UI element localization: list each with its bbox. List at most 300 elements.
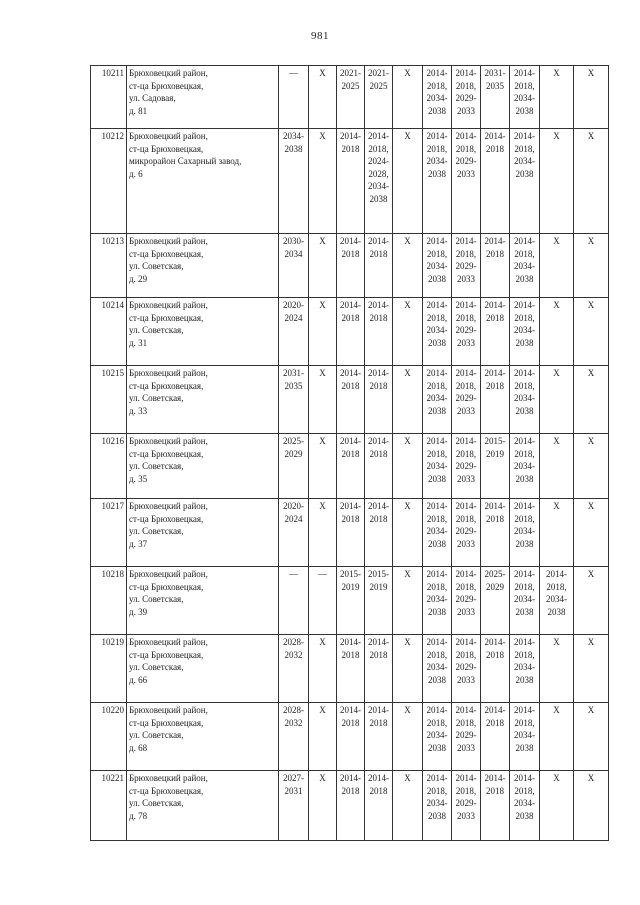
- period-line: 2031-: [484, 68, 506, 78]
- period-line: 2014-: [484, 637, 506, 647]
- address-line: ст-ца Брюховецкая,: [129, 380, 204, 391]
- period-line: 2038: [369, 193, 388, 204]
- period-line: 2014-: [426, 637, 448, 647]
- address-line: д. 66: [129, 674, 148, 685]
- period-cell: [337, 234, 365, 298]
- period-line: 2018: [486, 649, 504, 660]
- period-line: 2033: [457, 674, 475, 685]
- address-line: ст-ца Брюховецкая,: [129, 248, 204, 259]
- period-line: 2018: [369, 649, 388, 660]
- address-line: ул. Советская,: [129, 798, 184, 808]
- period-line: 2014-: [455, 501, 477, 511]
- period-cell: [279, 635, 309, 703]
- period-line: 2034-: [514, 325, 535, 335]
- address-line: ул. Советская,: [129, 325, 184, 335]
- period-line: 2014-: [340, 436, 361, 446]
- period-line: 2014-: [514, 368, 535, 378]
- period-cell: [423, 567, 452, 635]
- period-line: 2014-: [368, 501, 389, 511]
- period-cell: [423, 298, 452, 366]
- period-line: 2014-: [368, 131, 389, 141]
- period-line: 2014-: [340, 300, 361, 310]
- address-line: Брюховецкий район,: [129, 368, 208, 378]
- period-line: X: [553, 368, 560, 378]
- period-line: X: [553, 300, 560, 310]
- period-cell: [481, 129, 510, 234]
- period-line: 2014-: [340, 131, 361, 141]
- period-line: X: [404, 68, 411, 78]
- period-cell: [337, 635, 365, 703]
- address-line: ул. Советская,: [129, 730, 184, 740]
- period-line: 2038: [284, 143, 303, 154]
- period-cell: [309, 66, 337, 129]
- period-line: 2038: [428, 606, 446, 617]
- period-line: 2025-: [283, 436, 304, 446]
- period-line: 2018: [369, 380, 388, 391]
- period-line: 2034-: [514, 594, 535, 604]
- period-cell: [309, 703, 337, 771]
- period-line: 2014-: [368, 705, 389, 715]
- address-line: микрорайон Сахарный завод,: [129, 156, 242, 166]
- period-line: 2018: [341, 785, 360, 796]
- period-line: 2024-: [368, 156, 389, 166]
- period-line: 2020-: [283, 300, 304, 310]
- period-line: 2029-: [455, 325, 477, 335]
- period-cell: [423, 234, 452, 298]
- address-line: Брюховецкий район,: [129, 705, 208, 715]
- period-line: 2018,: [368, 143, 389, 154]
- record-id: 10219: [91, 635, 127, 703]
- period-cell: [365, 434, 393, 499]
- period-line: 2014-: [340, 773, 361, 783]
- period-cell: [337, 703, 365, 771]
- period-line: 2028-: [283, 637, 304, 647]
- period-cell: [452, 771, 481, 841]
- period-line: X: [587, 131, 595, 141]
- period-cell: [337, 499, 365, 567]
- period-line: 2018,: [426, 581, 448, 592]
- period-cell: [393, 635, 423, 703]
- period-line: 2038: [515, 538, 534, 549]
- period-line: X: [319, 236, 326, 246]
- period-line: 2033: [457, 742, 475, 753]
- period-cell: [510, 366, 540, 434]
- period-line: 2034-: [426, 662, 448, 672]
- period-cell: [510, 635, 540, 703]
- table-row: [91, 499, 609, 567]
- period-line: 2038: [428, 742, 446, 753]
- period-line: 2018: [341, 248, 360, 259]
- period-line: X: [319, 368, 326, 378]
- period-cell: [481, 298, 510, 366]
- address-line: ул. Советская,: [129, 393, 184, 403]
- period-cell: [510, 129, 540, 234]
- period-line: X: [587, 569, 595, 579]
- period-cell: [365, 703, 393, 771]
- address-line: Брюховецкий район,: [129, 569, 208, 579]
- period-line: —: [318, 569, 327, 579]
- table-row: [91, 434, 609, 499]
- period-line: 2014-: [514, 637, 535, 647]
- period-cell: [365, 366, 393, 434]
- period-line: 2028,: [368, 168, 389, 179]
- period-cell: [452, 66, 481, 129]
- table-row: [91, 234, 609, 298]
- address-line: д. 78: [129, 810, 148, 821]
- period-line: X: [553, 131, 560, 141]
- period-line: 2018: [369, 785, 388, 796]
- period-cell: [540, 567, 574, 635]
- period-line: 2014-: [514, 501, 535, 511]
- period-cell: [393, 298, 423, 366]
- period-cell: [393, 703, 423, 771]
- period-line: 2034-: [514, 461, 535, 471]
- record-id: 10213: [91, 234, 127, 298]
- address-line: д. 33: [129, 405, 148, 416]
- period-line: 2014-: [426, 131, 448, 141]
- period-line: X: [587, 368, 595, 378]
- period-cell: [393, 129, 423, 234]
- period-cell: [365, 66, 393, 129]
- period-cell: [452, 703, 481, 771]
- period-line: 2014-: [426, 705, 448, 715]
- period-line: 2018,: [426, 248, 448, 259]
- address-line: д. 6: [129, 168, 143, 179]
- period-cell: [393, 499, 423, 567]
- period-line: 2024: [284, 513, 303, 524]
- period-line: 2014-: [426, 236, 448, 246]
- period-line: X: [553, 436, 560, 446]
- period-line: 2029: [486, 581, 504, 592]
- period-line: 2014-: [514, 773, 535, 783]
- period-cell: [365, 567, 393, 635]
- period-line: 2029-: [455, 261, 477, 271]
- period-line: 2014-: [514, 131, 535, 141]
- period-line: 2033: [457, 810, 475, 821]
- period-cell: [510, 703, 540, 771]
- period-line: X: [587, 501, 595, 511]
- table-row: [91, 66, 609, 129]
- address-line: Брюховецкий район,: [129, 773, 208, 783]
- period-line: 2014-: [426, 368, 448, 378]
- period-line: X: [319, 773, 326, 783]
- period-cell: [574, 499, 609, 567]
- period-cell: [574, 129, 609, 234]
- period-cell: [452, 129, 481, 234]
- period-line: 2038: [428, 538, 446, 549]
- period-line: 2018,: [455, 143, 477, 154]
- period-cell: [540, 66, 574, 129]
- table-row: [91, 298, 609, 366]
- period-cell: [452, 635, 481, 703]
- period-cell: [393, 66, 423, 129]
- address-line: ст-ца Брюховецкая,: [129, 80, 204, 91]
- period-cell: [423, 771, 452, 841]
- period-line: 2018,: [455, 312, 477, 323]
- period-cell: [452, 434, 481, 499]
- period-cell: [423, 635, 452, 703]
- period-cell: [309, 366, 337, 434]
- address-line: Брюховецкий район,: [129, 501, 208, 511]
- period-cell: [309, 129, 337, 234]
- period-line: X: [553, 773, 560, 783]
- period-line: 2014-: [340, 637, 361, 647]
- period-line: X: [404, 131, 411, 141]
- period-line: 2018: [341, 717, 360, 728]
- address-line: Брюховецкий район,: [129, 236, 208, 246]
- period-line: 2035: [284, 380, 303, 391]
- record-id: 10221: [91, 771, 127, 841]
- period-line: 2034-: [514, 393, 535, 403]
- period-line: 2018,: [455, 649, 477, 660]
- period-cell: [309, 771, 337, 841]
- period-line: 2024: [284, 312, 303, 323]
- period-cell: [452, 234, 481, 298]
- period-line: 2014-: [514, 68, 535, 78]
- period-line: 2038: [428, 273, 446, 284]
- period-line: 2038: [515, 473, 534, 484]
- period-line: 2014-: [455, 236, 477, 246]
- address-line: Брюховецкий район,: [129, 637, 208, 647]
- period-line: 2032: [284, 717, 303, 728]
- period-cell: [452, 366, 481, 434]
- period-line: X: [587, 705, 595, 715]
- period-line: 2018,: [426, 380, 448, 391]
- period-line: 2014-: [368, 436, 389, 446]
- period-line: 2014-: [426, 501, 448, 511]
- period-line: 2018,: [426, 785, 448, 796]
- period-cell: [574, 298, 609, 366]
- record-id: 10218: [91, 567, 127, 635]
- period-line: 2034-: [426, 730, 448, 740]
- period-cell: [365, 635, 393, 703]
- period-line: 2019: [486, 448, 504, 459]
- period-line: 2018: [369, 717, 388, 728]
- period-cell: [510, 298, 540, 366]
- period-line: 2034-: [426, 461, 448, 471]
- period-line: 2038: [428, 674, 446, 685]
- period-line: 2018,: [514, 581, 535, 592]
- period-line: 2019: [341, 581, 360, 592]
- period-line: 2018,: [546, 581, 567, 592]
- period-cell: [279, 499, 309, 567]
- address-line: ст-ца Брюховецкая,: [129, 312, 204, 323]
- period-line: 2018,: [514, 80, 535, 91]
- period-line: 2034-: [426, 93, 448, 103]
- period-line: 2014-: [426, 773, 448, 783]
- period-line: 2034-: [514, 93, 535, 103]
- period-cell: [393, 366, 423, 434]
- period-line: 2015-: [340, 569, 361, 579]
- period-cell: [574, 703, 609, 771]
- period-cell: [540, 298, 574, 366]
- period-line: 2018,: [455, 513, 477, 524]
- period-cell: [540, 434, 574, 499]
- table-row: [91, 366, 609, 434]
- period-line: 2031-: [283, 368, 304, 378]
- address-line: ул. Советская,: [129, 461, 184, 471]
- period-line: 2018,: [514, 649, 535, 660]
- period-line: 2018: [341, 143, 360, 154]
- period-line: 2014-: [484, 131, 506, 141]
- period-cell: [540, 635, 574, 703]
- period-line: 2014-: [426, 68, 448, 78]
- period-cell: [337, 129, 365, 234]
- period-line: 2018,: [514, 380, 535, 391]
- period-cell: [574, 66, 609, 129]
- table-row: [91, 635, 609, 703]
- period-line: 2014-: [484, 368, 506, 378]
- period-line: 2018,: [514, 143, 535, 154]
- period-line: 2018: [369, 312, 388, 323]
- period-cell: [510, 499, 540, 567]
- period-line: 2014-: [484, 501, 506, 511]
- period-line: 2014-: [426, 436, 448, 446]
- period-cell: [574, 234, 609, 298]
- period-line: X: [553, 236, 560, 246]
- period-line: 2018: [486, 143, 504, 154]
- period-line: —: [289, 569, 298, 579]
- address-line: ул. Советская,: [129, 261, 184, 271]
- period-cell: [337, 66, 365, 129]
- period-line: 2033: [457, 538, 475, 549]
- address-line: д. 37: [129, 538, 148, 549]
- period-line: 2014-: [426, 300, 448, 310]
- period-cell: [423, 366, 452, 434]
- period-line: 2018,: [426, 448, 448, 459]
- period-line: 2034-: [368, 181, 389, 191]
- period-line: X: [319, 637, 326, 647]
- period-line: X: [587, 637, 595, 647]
- period-line: 2019: [369, 581, 388, 592]
- period-line: 2018,: [426, 513, 448, 524]
- period-cell: [574, 567, 609, 635]
- period-line: 2018: [486, 785, 504, 796]
- address-line: Брюховецкий район,: [129, 68, 208, 78]
- period-line: 2038: [515, 405, 534, 416]
- period-line: 2018: [369, 513, 388, 524]
- period-cell: [393, 434, 423, 499]
- period-cell: [393, 234, 423, 298]
- period-line: 2020-: [283, 501, 304, 511]
- period-line: 2038: [515, 606, 534, 617]
- period-line: 2018,: [514, 717, 535, 728]
- period-line: 2033: [457, 473, 475, 484]
- address-cell: [127, 635, 279, 703]
- period-cell: [481, 434, 510, 499]
- period-cell: [309, 298, 337, 366]
- period-line: 2029-: [455, 393, 477, 403]
- period-line: 2021-: [340, 68, 361, 78]
- address-cell: [127, 703, 279, 771]
- period-line: 2014-: [484, 773, 506, 783]
- record-id: 10220: [91, 703, 127, 771]
- address-line: д. 68: [129, 742, 148, 753]
- period-line: 2014-: [426, 569, 448, 579]
- period-line: 2018: [369, 248, 388, 259]
- period-line: 2029-: [455, 526, 477, 536]
- period-line: X: [553, 501, 560, 511]
- period-line: X: [553, 705, 560, 715]
- period-line: X: [553, 68, 560, 78]
- period-line: 2014-: [455, 705, 477, 715]
- period-line: 2014-: [514, 300, 535, 310]
- period-line: 2018,: [455, 717, 477, 728]
- period-cell: [309, 567, 337, 635]
- period-cell: [481, 366, 510, 434]
- period-line: X: [404, 705, 411, 715]
- period-line: 2014-: [546, 569, 567, 579]
- period-line: 2014-: [455, 131, 477, 141]
- period-line: 2038: [428, 337, 446, 348]
- period-line: 2018: [341, 312, 360, 323]
- period-cell: [365, 771, 393, 841]
- period-cell: [481, 567, 510, 635]
- address-cell: [127, 567, 279, 635]
- period-line: 2038: [515, 337, 534, 348]
- period-line: 2018,: [455, 581, 477, 592]
- address-line: д. 29: [129, 273, 148, 284]
- period-cell: [337, 366, 365, 434]
- period-cell: [337, 298, 365, 366]
- period-line: X: [404, 236, 411, 246]
- period-cell: [540, 234, 574, 298]
- period-line: 2038: [515, 742, 534, 753]
- period-line: 2034-: [514, 156, 535, 166]
- period-cell: [365, 499, 393, 567]
- period-line: X: [319, 131, 326, 141]
- period-line: 2029-: [455, 461, 477, 471]
- period-line: 2014-: [455, 68, 477, 78]
- period-line: 2029-: [455, 662, 477, 672]
- period-cell: [574, 434, 609, 499]
- period-line: 2029-: [455, 730, 477, 740]
- period-line: 2018: [486, 248, 504, 259]
- period-cell: [279, 567, 309, 635]
- period-line: 2014-: [455, 368, 477, 378]
- period-cell: [481, 771, 510, 841]
- period-line: 2018,: [455, 380, 477, 391]
- period-line: 2018,: [426, 80, 448, 91]
- period-cell: [574, 771, 609, 841]
- period-line: 2021-: [368, 68, 389, 78]
- period-line: 2015-: [368, 569, 389, 579]
- period-line: 2018,: [455, 248, 477, 259]
- period-line: 2033: [457, 405, 475, 416]
- period-line: 2033: [457, 168, 475, 179]
- period-line: 2035: [486, 80, 504, 91]
- period-line: 2018: [369, 448, 388, 459]
- period-line: 2018: [486, 312, 504, 323]
- period-line: X: [404, 368, 411, 378]
- period-line: 2014-: [514, 236, 535, 246]
- period-line: 2033: [457, 273, 475, 284]
- period-line: 2030-: [283, 236, 304, 246]
- period-line: 2014-: [514, 705, 535, 715]
- address-cell: [127, 434, 279, 499]
- period-cell: [540, 499, 574, 567]
- period-line: 2038: [428, 405, 446, 416]
- period-line: X: [319, 300, 326, 310]
- period-line: 2034-: [514, 261, 535, 271]
- period-line: X: [587, 436, 595, 446]
- period-cell: [574, 635, 609, 703]
- address-line: д. 31: [129, 337, 148, 348]
- period-line: X: [404, 773, 411, 783]
- period-line: X: [404, 569, 411, 579]
- period-cell: [452, 298, 481, 366]
- address-line: ст-ца Брюховецкая,: [129, 143, 204, 154]
